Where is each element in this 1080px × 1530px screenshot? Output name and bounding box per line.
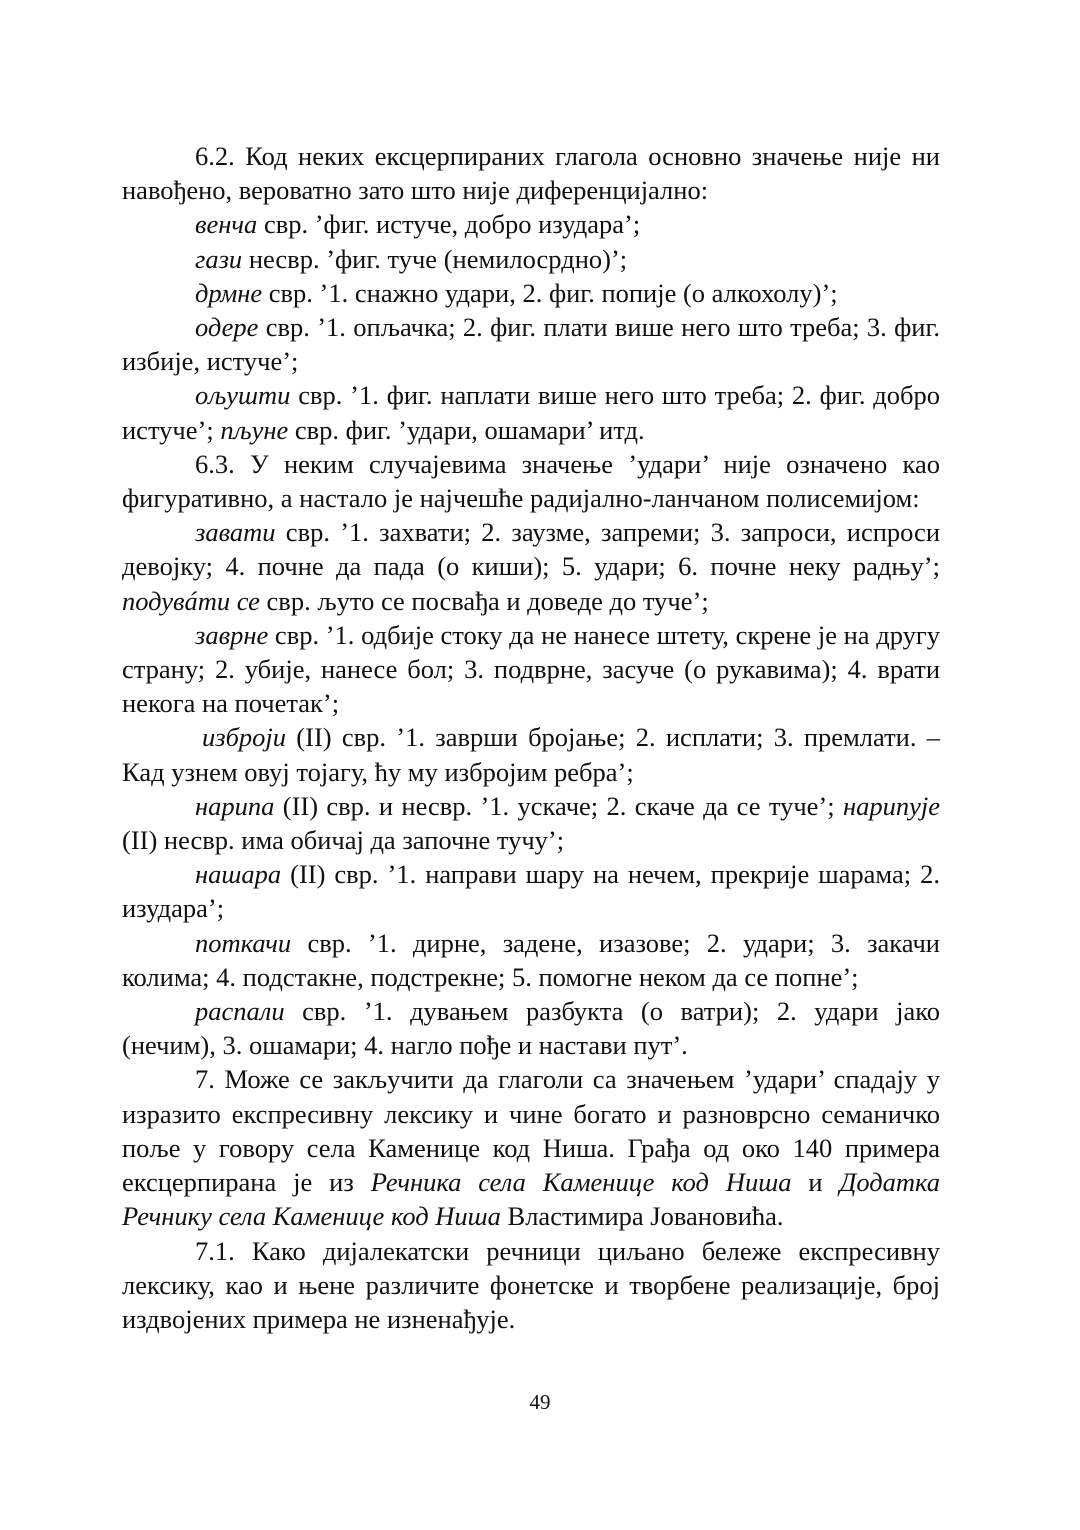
paragraph [122, 720, 940, 788]
text-run: свр. ’фиг. истуче, добро изудара’; [257, 209, 641, 240]
italic-term: заврне [195, 619, 269, 650]
paragraph [122, 789, 940, 857]
paragraph [122, 378, 940, 446]
italic-term: завати [195, 517, 276, 548]
text-run: и [791, 1167, 840, 1198]
italic-term: нарипа [195, 790, 275, 821]
paragraph [122, 1062, 940, 1233]
italic-term: Додатка Речнику села Каменице код Ниша [122, 1167, 941, 1232]
italic-term: Речника села Каменице код Ниша [370, 1167, 792, 1198]
paragraph [122, 276, 940, 310]
page-number: 49 [529, 1390, 551, 1414]
text-run: свр. ’1. дувањем разбукта (о ватри); 2. удари јако (нечим), 3. ошамари; 4. нагло пође и настави пут’. [122, 996, 940, 1061]
italic-term: венча [195, 209, 258, 240]
text-run: (II) свр. и несвр. ’1. ускаче; 2. скаче да се туче’; [274, 790, 843, 821]
italic-term: пљуне [220, 414, 289, 445]
paragraph [122, 618, 940, 721]
italic-term: нашара [195, 859, 282, 890]
paragraph [122, 1234, 940, 1337]
text-run: (II) несвр. има обичај да започне тучу’; [122, 825, 565, 856]
text-run: свр. љуто се посвађа и доведе до туче’; [259, 585, 709, 616]
text-run: 7.1. Како дијалекатски речници циљано бележе експресивну лексику, као и њене различите фонетске и творбене реализације, број издвојених примера не изненађује. [122, 1235, 940, 1334]
italic-term: одере [195, 312, 259, 343]
paragraph [122, 994, 940, 1062]
italic-term: поткачи [195, 927, 292, 958]
text-run: (II) свр. ’1. направи шару на нечем, прекрије шарама; 2. изудара’; [122, 859, 940, 924]
paragraph [122, 515, 940, 618]
body-text [122, 139, 940, 1336]
italic-term: изброји [202, 722, 287, 753]
italic-term: распали [195, 996, 285, 1027]
text-run: 7. Може се закључити да глаголи са значењем ’удари’ спадају у изразито експресивну лексику и чине богато и разноврсно семаничко поље у говору села Каменице код Ниша. Грађа од око 140 примера ексцерпирана је из [122, 1064, 940, 1198]
paragraph [122, 207, 940, 241]
paragraph [122, 447, 940, 515]
text-run: (II) свр. ’1. заврши бројање; 2. исплати; 3. премлати. – Кад узнем овуј тојагу, ћу му избројим ребра’; [122, 722, 940, 787]
italic-term: ољушти [195, 380, 291, 411]
text-run: свр. ’1. одбије стоку да не нанесе штету, скрене је на другу страну; 2. убије, нанесе бол; 3. подврне, засуче (о рукавима); 4. врати некога на почетак’; [122, 619, 940, 719]
italic-term: нарипује [842, 790, 940, 821]
italic-term: дрмне [195, 277, 263, 308]
text-run: свр. ’1. дирне, задене, изазове; 2. удари; 3. закачи колима; 4. подстакне, подстрекне; 5. помогне неком да се попне’; [122, 927, 940, 992]
text-run: 6.3. У неким случајевима значење ’удари’ није означено као фигуративно, а настало је најчешће радијално-ланчаном полисемијом: [122, 448, 940, 514]
text-run: свр. ’1. опљачка; 2. фиг. плати више него што треба; 3. фиг. избије, истуче’; [122, 312, 940, 377]
paragraph [122, 857, 940, 925]
text-run: свр. ’1. фиг. наплати више него што треба; 2. фиг. добро истуче’; [122, 380, 940, 445]
paragraph [122, 310, 940, 378]
text-run: Властимира Јовановића. [500, 1201, 784, 1232]
italic-term: подувáти се [122, 585, 260, 616]
paragraph [122, 139, 940, 207]
italic-term: гази [195, 243, 243, 274]
text-run: несвр. ’фиг. туче (немилосрдно)’; [242, 243, 628, 274]
paragraph [122, 242, 940, 276]
text-run: 6.2. Код неких ексцерпираних глагола основно значење није ни навођено, вероватно зато што није диференцијално: [122, 141, 940, 206]
text-run: свр. ’1. захвати; 2. заузме, запреми; 3. запроси, испроси девојку; 4. почне да пада (о киши); 5. удари; 6. почне неку радњу’; [122, 517, 940, 582]
text-run: свр. фиг. ’удари, ошамари’ итд. [288, 414, 645, 445]
text-run: свр. ’1. снажно удари, 2. фиг. попије (о алкохолу)’; [262, 277, 838, 308]
paragraph [122, 926, 940, 994]
